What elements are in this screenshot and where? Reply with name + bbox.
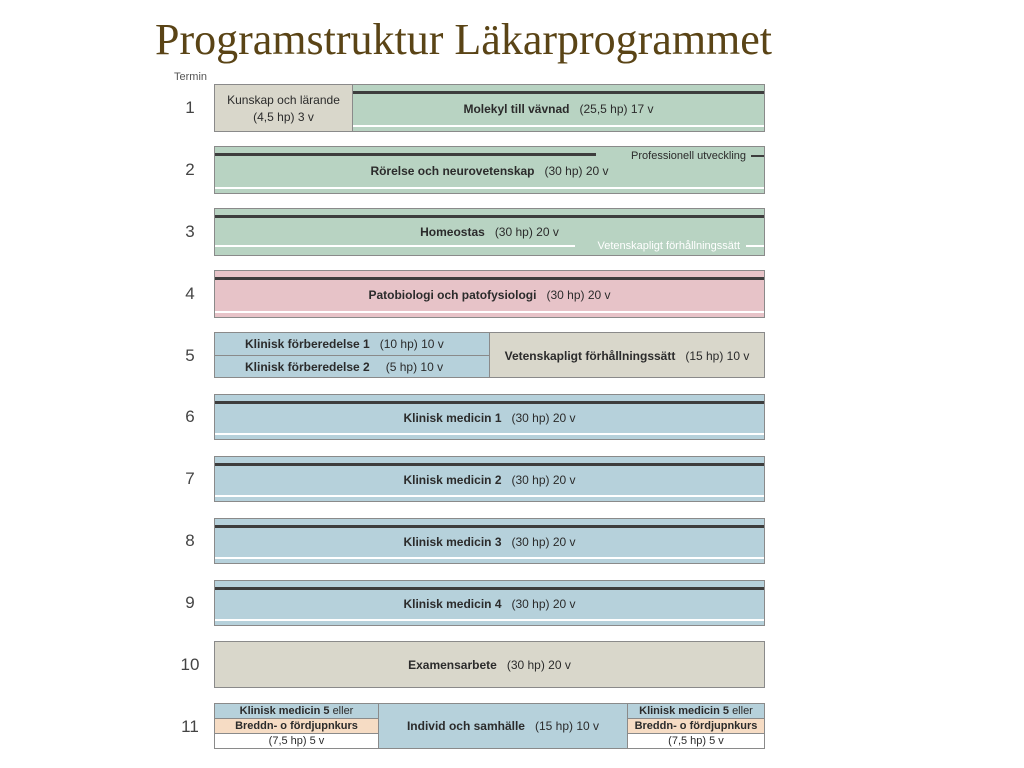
t5-vf-label	[490, 349, 764, 363]
thread-bar	[215, 463, 764, 466]
thread-line	[746, 245, 764, 247]
thread-bar	[215, 525, 764, 528]
termin-label: Termin	[174, 71, 208, 83]
t5-kf1-block	[214, 332, 490, 356]
t6-block	[214, 394, 765, 440]
t5-kf2-label	[245, 360, 443, 374]
t3-thread-label: Vetenskapligt förhållningssätt	[597, 240, 740, 252]
t10-block	[214, 641, 765, 688]
t5-vf-name: Vetenskapligt förhållningssätt	[504, 349, 676, 363]
t11-left-km5	[214, 703, 379, 719]
t5-kf1-label	[245, 337, 444, 351]
term-number: 7	[185, 469, 195, 488]
t10-name: Examensarbete	[408, 658, 497, 672]
t11-right-km5-name: Klinisk medicin 5	[639, 705, 729, 717]
t11-individ-detail: (15 hp) 10 v	[534, 719, 600, 733]
term-number: 4	[185, 284, 195, 303]
page-title: Programstruktur Läkarprogrammet	[155, 15, 773, 64]
t2-thread-label: Professionell utveckling	[631, 150, 746, 162]
t8-label	[215, 535, 764, 549]
thread-line	[215, 245, 575, 247]
t7-label	[215, 473, 764, 487]
thread-line	[215, 311, 764, 313]
t6-detail: (30 hp) 20 v	[511, 411, 576, 425]
t5-kf2-block	[214, 355, 490, 378]
t11-left-eller: eller	[332, 705, 354, 717]
t11-left-detail-cell	[214, 733, 379, 749]
t3-name: Homeostas	[420, 225, 485, 239]
t3-detail: (30 hp) 20 v	[494, 225, 559, 239]
t5-vf-block	[489, 332, 765, 378]
t1-molekyl-label	[353, 102, 764, 116]
thread-line	[353, 125, 764, 127]
thread-line	[215, 187, 764, 189]
term-number: 6	[185, 407, 195, 426]
t1-kunskap-name: Kunskap och lärande	[227, 93, 340, 107]
t1-kunskap-detail: (4,5 hp) 3 v	[253, 110, 314, 124]
t7-detail: (30 hp) 20 v	[511, 473, 576, 487]
t11-right-detail-cell	[627, 733, 765, 749]
t11-individ-block	[378, 703, 628, 749]
t11-right-km5-label	[628, 705, 764, 717]
t11-left-km5-label	[215, 705, 378, 717]
t4-block	[214, 270, 765, 318]
term-number: 5	[185, 346, 195, 365]
thread-bar	[215, 401, 764, 404]
t6-name: Klinisk medicin 1	[403, 411, 502, 425]
term-number: 2	[185, 160, 195, 179]
t9-name: Klinisk medicin 4	[403, 597, 502, 611]
thread-line	[215, 619, 764, 621]
t1-molekyl-block	[352, 84, 765, 132]
t11-individ-name: Individ och samhälle	[406, 719, 525, 733]
t5-kf1-detail: (10 hp) 10 v	[379, 337, 444, 351]
thread-line	[215, 495, 764, 497]
t2-detail: (30 hp) 20 v	[544, 164, 609, 178]
t6-label	[215, 411, 764, 425]
thread-bar	[215, 587, 764, 590]
term-number: 1	[185, 98, 195, 117]
t10-label	[215, 658, 764, 672]
t11-right-eller: eller	[732, 705, 753, 717]
thread-bar	[751, 155, 764, 157]
t8-detail: (30 hp) 20 v	[511, 535, 576, 549]
t8-name: Klinisk medicin 3	[403, 535, 502, 549]
t9-block	[214, 580, 765, 626]
thread-line	[215, 557, 764, 559]
t1-molekyl-name: Molekyl till vävnad	[463, 102, 570, 116]
t11-right-detail: (7,5 hp) 5 v	[668, 735, 724, 747]
t4-label	[215, 288, 764, 302]
thread-bar	[215, 215, 764, 218]
thread-bar	[353, 91, 764, 94]
t11-right-km5	[627, 703, 765, 719]
thread-line	[215, 433, 764, 435]
t11-right-alt-name: Breddn- o fördjupnkurs	[634, 720, 758, 732]
term-number: 8	[185, 531, 195, 550]
t11-left-alt	[214, 718, 379, 734]
t3-block	[214, 208, 765, 256]
term-number: 9	[185, 593, 195, 612]
t5-kf2-name: Klinisk förberedelse 2	[245, 360, 370, 374]
t7-name: Klinisk medicin 2	[403, 473, 502, 487]
t9-label	[215, 597, 764, 611]
t8-block	[214, 518, 765, 564]
t5-kf2-detail: (5 hp) 10 v	[385, 360, 444, 374]
t2-name: Rörelse och neurovetenskap	[370, 164, 535, 178]
t5-kf1-name: Klinisk förberedelse 1	[245, 337, 370, 351]
t7-block	[214, 456, 765, 502]
thread-bar	[215, 277, 764, 280]
t10-detail: (30 hp) 20 v	[506, 658, 571, 672]
t4-detail: (30 hp) 20 v	[546, 288, 611, 302]
term-number: 11	[181, 717, 199, 736]
t9-detail: (30 hp) 20 v	[511, 597, 576, 611]
t2-block	[214, 146, 765, 194]
term-number: 10	[180, 655, 200, 674]
t1-kunskap-block	[214, 84, 353, 132]
t2-label	[215, 164, 764, 178]
t4-name: Patobiologi och patofysiologi	[368, 288, 537, 302]
thread-bar	[215, 153, 596, 156]
t11-individ-label	[379, 719, 627, 733]
t3-label	[215, 225, 764, 239]
t5-vf-detail: (15 hp) 10 v	[685, 349, 750, 363]
t11-left-detail: (7,5 hp) 5 v	[268, 735, 325, 747]
t11-right-alt	[627, 718, 765, 734]
t11-left-alt-name: Breddn- o fördjupnkurs	[235, 720, 358, 732]
term-number: 3	[185, 222, 195, 241]
t11-left-km5-name: Klinisk medicin 5	[239, 705, 330, 717]
t1-molekyl-detail: (25,5 hp) 17 v	[579, 102, 654, 116]
